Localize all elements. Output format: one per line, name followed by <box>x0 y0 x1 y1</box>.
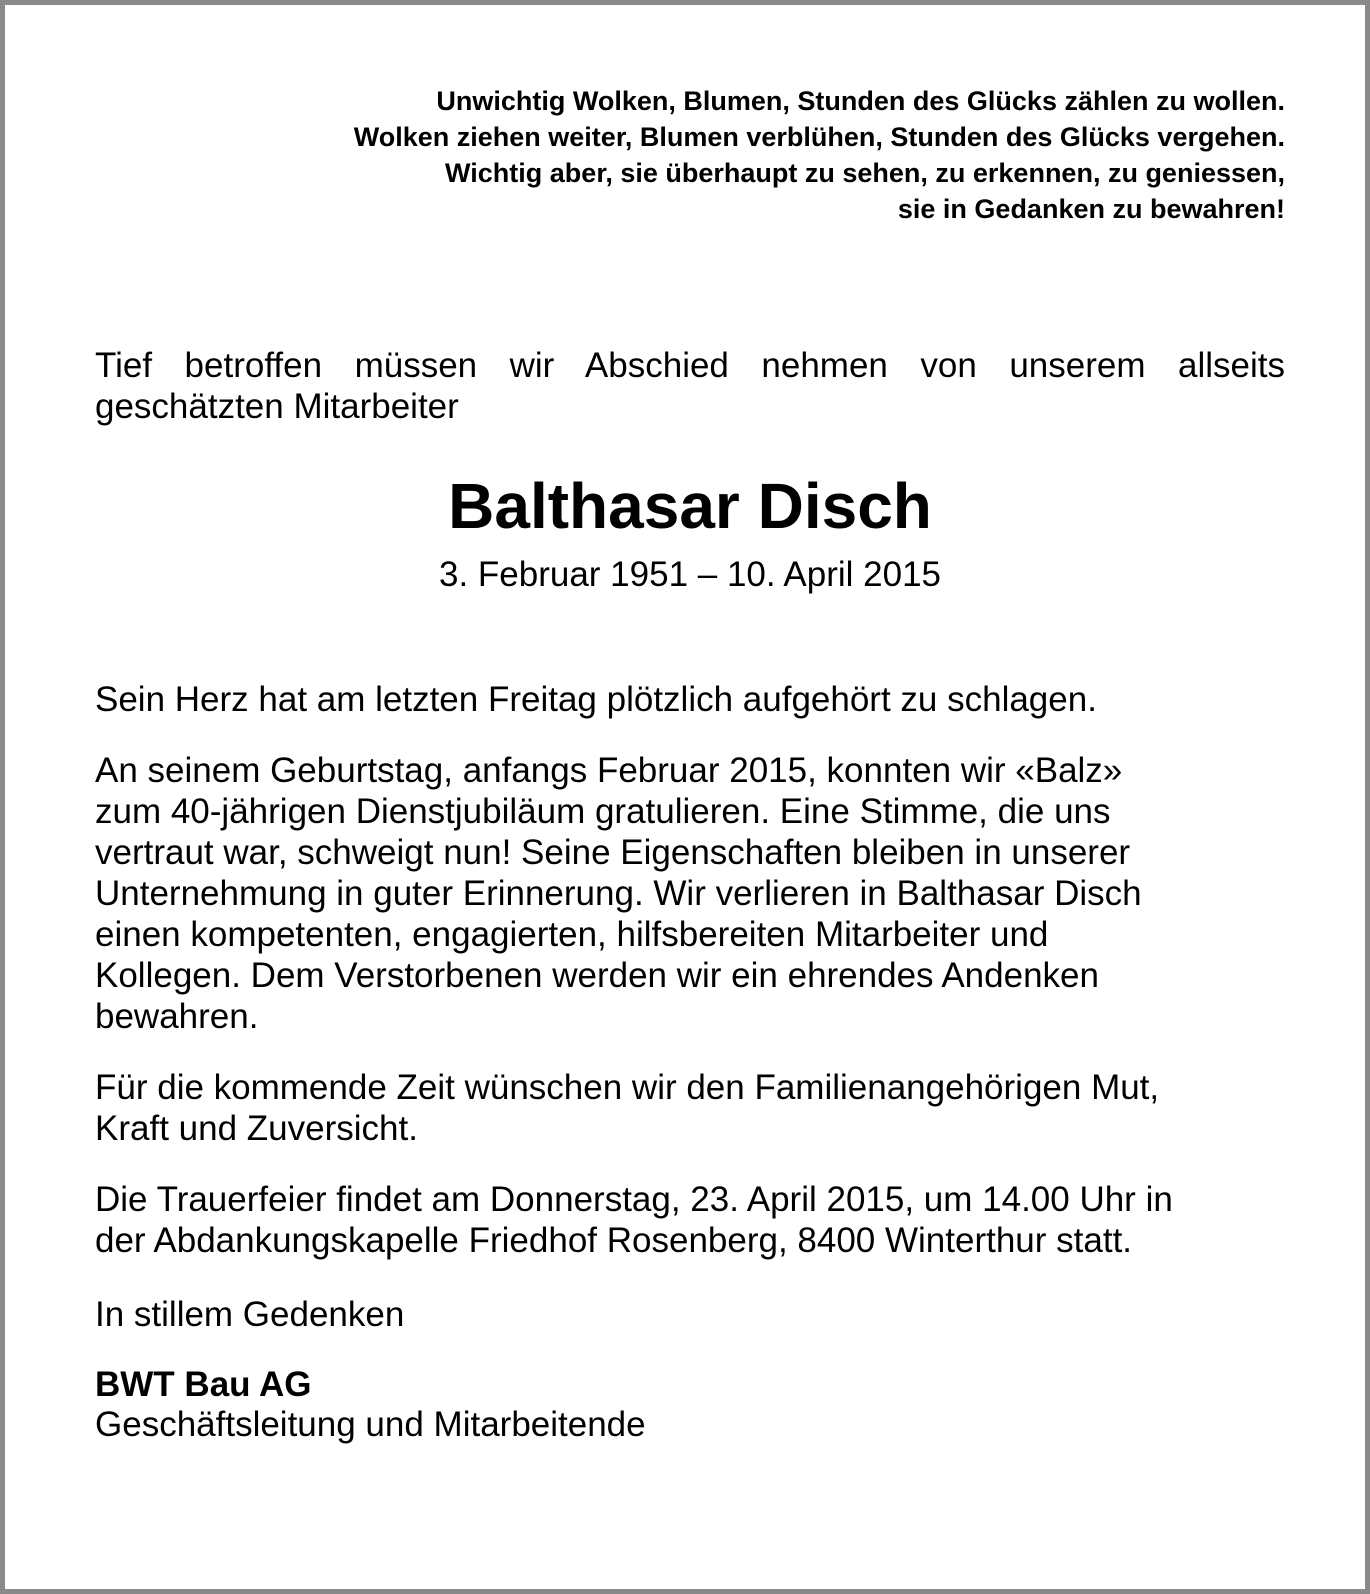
paragraph-tribute <box>95 750 1285 1037</box>
paragraph-line: Die Trauerfeier findet am Donnerstag, 23. April 2015, um 14.00 Uhr in <box>95 1180 1173 1219</box>
paragraph-line: An seinem Geburtstag, anfangs Februar 2015, konnten wir «Balz» <box>95 751 1123 790</box>
paragraph-line: zum 40-jährigen Dienstjubiläum gratulieren. Eine Stimme, die uns <box>95 792 1111 831</box>
paragraph-heart <box>95 679 1285 720</box>
life-dates: 3. Februar 1951 – 10. April 2015 <box>438 555 941 594</box>
deceased-name: Balthasar Disch <box>448 470 932 542</box>
paragraph-line: der Abdankungskapelle Friedhof Rosenberg, 8400 Winterthur statt. <box>95 1221 1133 1260</box>
paragraph-line: Kollegen. Dem Verstorbenen werden wir ein ehrendes Andenken <box>95 956 1099 995</box>
paragraph-line: vertraut war, schweigt nun! Seine Eigenschaften bleiben in unserer <box>95 833 1131 872</box>
paragraph-condolence <box>95 1067 1285 1149</box>
motto-line: sie in Gedanken zu bewahren! <box>897 194 1285 224</box>
company-name: BWT Bau AG <box>95 1365 312 1404</box>
obituary-content <box>95 83 1285 1445</box>
paragraph-line: Unternehmung in guter Erinnerung. Wir verlieren in Balthasar Disch <box>95 874 1142 913</box>
paragraph-funeral-info <box>95 1179 1285 1261</box>
signers-line: Geschäftsleitung und Mitarbeitende <box>95 1405 646 1444</box>
paragraph-line: bewahren. <box>95 997 259 1036</box>
motto-line: Wolken ziehen weiter, Blumen verblühen, Stunden des Glücks vergehen. <box>353 122 1285 152</box>
paragraph-line: Sein Herz hat am letzten Freitag plötzlich aufgehört zu schlagen. <box>95 680 1097 719</box>
motto-line: Unwichtig Wolken, Blumen, Stunden des Glücks zählen zu wollen. <box>436 86 1285 116</box>
motto-line: Wichtig aber, sie überhaupt zu sehen, zu erkennen, zu geniessen, <box>445 158 1285 188</box>
paragraph-line: einen kompetenten, engagierten, hilfsbereiten Mitarbeiter und <box>95 915 1049 954</box>
intro-text: Tief betroffen müssen wir Abschied nehmen von unserem allseits geschätzten Mitarbeiter <box>95 346 1285 426</box>
closing-phrase: In stillem Gedenken <box>95 1295 405 1334</box>
motto-verse <box>95 83 1285 227</box>
paragraph-line: Für die kommende Zeit wünschen wir den Familienangehörigen Mut, <box>95 1068 1160 1107</box>
paragraph-line: Kraft und Zuversicht. <box>95 1109 418 1148</box>
